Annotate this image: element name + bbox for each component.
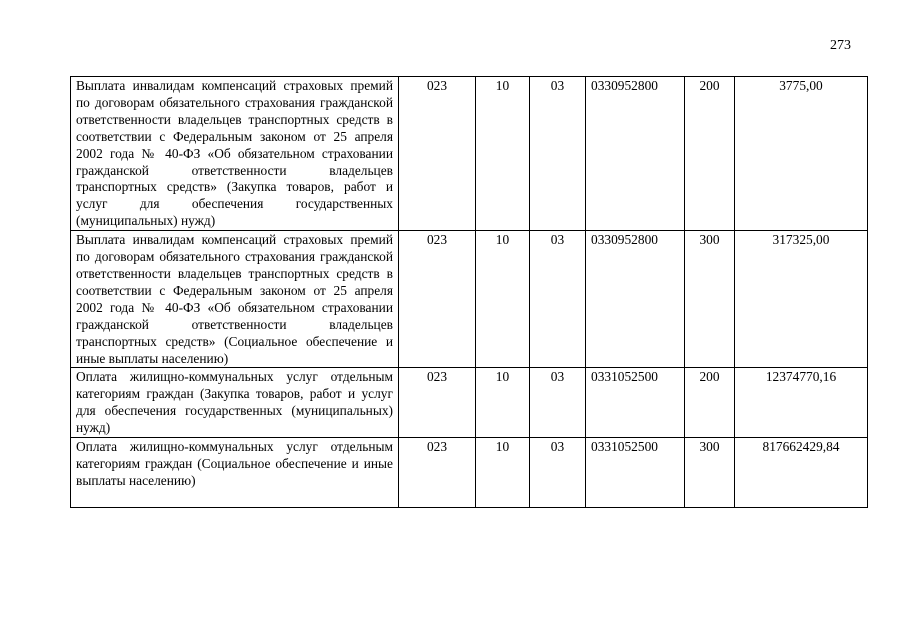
row-description: Выплата инвалидам компенсаций страховых премий по договорам обязательного страхования гражданской ответственности владельцев транспортных средств в соответствии с Федеральным законом от 25 апреля 2002 года № 40-ФЗ «Об обязательном страховании гражданской ответственности владельцев транспортных средств» (Социальное обеспечение и иные выплаты населению) bbox=[71, 231, 399, 368]
subsection-code: 03 bbox=[530, 77, 586, 231]
section-code: 10 bbox=[476, 77, 530, 231]
section-code: 10 bbox=[476, 231, 530, 368]
target-article-code: 0330952800 bbox=[586, 231, 685, 368]
row-description: Оплата жилищно-коммунальных услуг отдельным категориям граждан (Закупка товаров, работ и услуг для обеспечения государственных (муниципальных) нужд) bbox=[71, 368, 399, 438]
row-description: Выплата инвалидам компенсаций страховых премий по договорам обязательного страхования гражданской ответственности владельцев транспортных средств в соответствии с Федеральным законом от 25 апреля 2002 года № 40-ФЗ «Об обязательном страховании гражданской ответственности владельцев транспортных средств» (Закупка товаров, работ и услуг для обеспечения государственных (муниципальных) нужд) bbox=[71, 77, 399, 231]
expense-type-code: 200 bbox=[685, 77, 735, 231]
table-row bbox=[71, 438, 868, 508]
expense-type-code: 200 bbox=[685, 368, 735, 438]
expense-type-code: 300 bbox=[685, 231, 735, 368]
ministry-code: 023 bbox=[399, 77, 476, 231]
expense-type-code: 300 bbox=[685, 438, 735, 508]
subsection-code: 03 bbox=[530, 231, 586, 368]
section-code: 10 bbox=[476, 368, 530, 438]
ministry-code: 023 bbox=[399, 368, 476, 438]
subsection-code: 03 bbox=[530, 368, 586, 438]
amount: 3775,00 bbox=[735, 77, 868, 231]
page-number: 273 bbox=[830, 38, 851, 53]
amount: 817662429,84 bbox=[735, 438, 868, 508]
target-article-code: 0331052500 bbox=[586, 438, 685, 508]
section-code: 10 bbox=[476, 438, 530, 508]
target-article-code: 0330952800 bbox=[586, 77, 685, 231]
table-row bbox=[71, 77, 868, 231]
budget-table bbox=[70, 76, 868, 508]
table-row bbox=[71, 231, 868, 368]
row-description: Оплата жилищно-коммунальных услуг отдельным категориям граждан (Социальное обеспечение и иные выплаты населению) bbox=[71, 438, 399, 508]
ministry-code: 023 bbox=[399, 438, 476, 508]
ministry-code: 023 bbox=[399, 231, 476, 368]
table-row bbox=[71, 368, 868, 438]
amount: 317325,00 bbox=[735, 231, 868, 368]
subsection-code: 03 bbox=[530, 438, 586, 508]
amount: 12374770,16 bbox=[735, 368, 868, 438]
target-article-code: 0331052500 bbox=[586, 368, 685, 438]
